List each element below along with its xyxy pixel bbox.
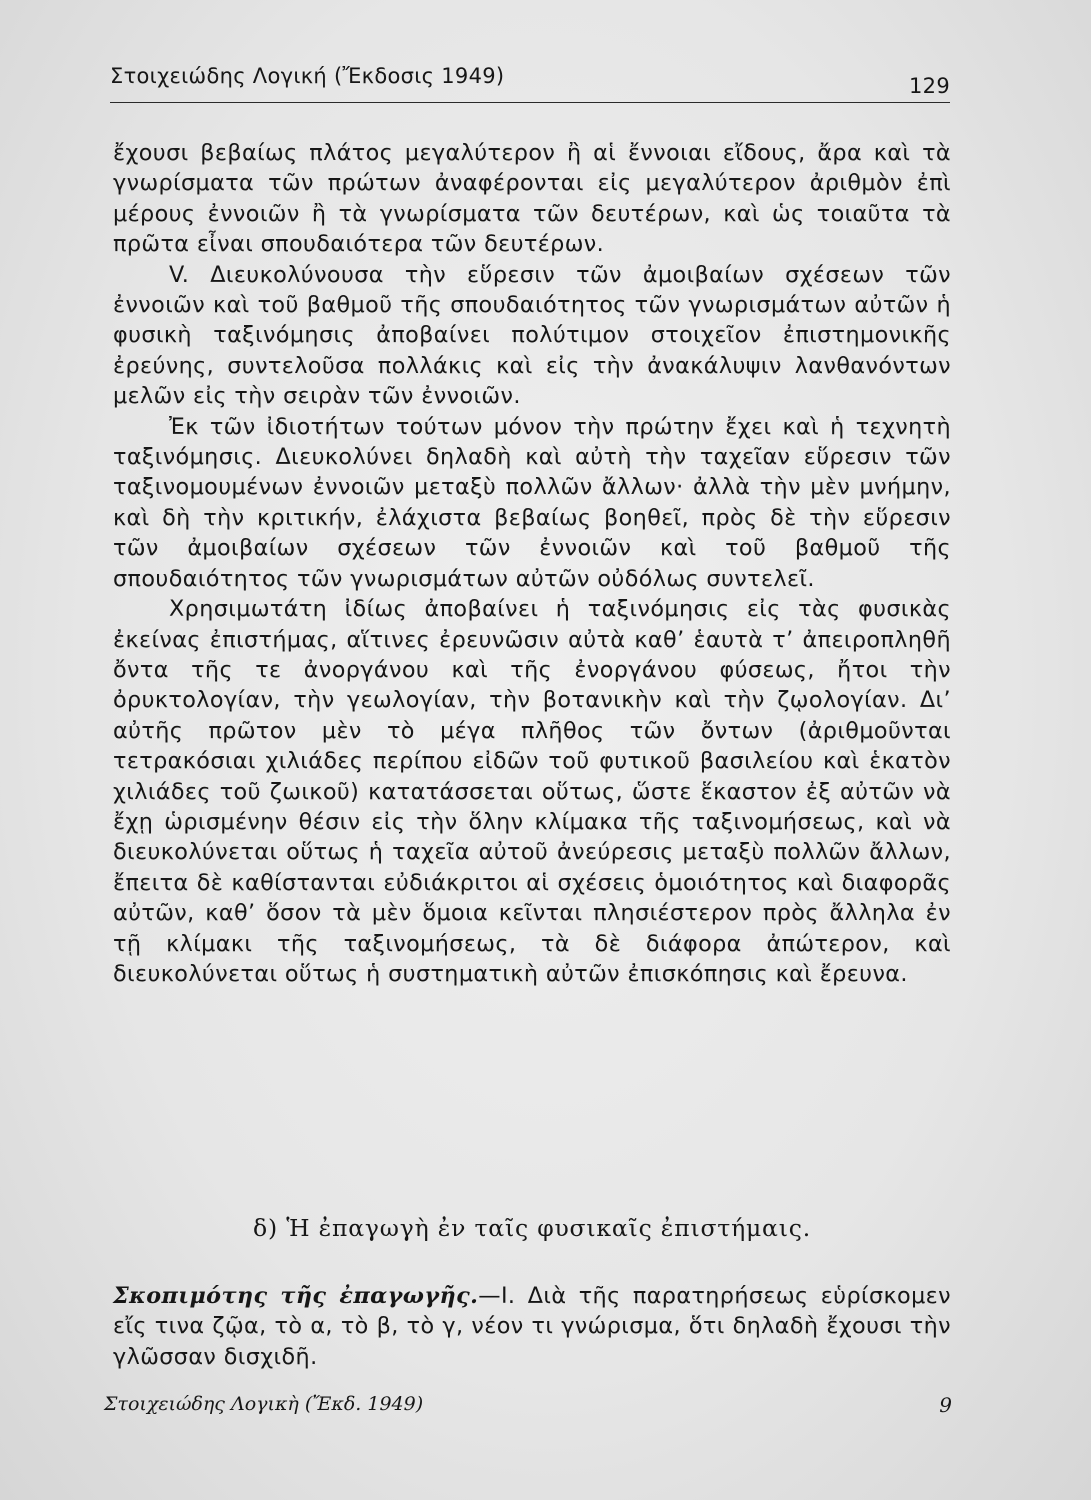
paragraph-artificial-classification: Ἐκ τῶν ἰδιοτήτων τούτων μόνον τὴν πρώτην ἔχει καὶ ἡ τεχνητὴ ταξινόμησις. Διευκολύνει δηλαδὴ καὶ αὐτὴ τὴν ταχεῖαν εὕρεσιν τῶν ταξινομουμένων ἐννοιῶν μεταξὺ πολλῶν ἄλλων· ἀλλὰ τὴν μὲν μνήμην, καὶ δὴ τὴν κριτικήν, ἐλάχιστα βεβαίως βοηθεῖ, πρὸς δὲ τὴν εὕρεσιν τῶν ἀμοιβαίων σχέσεων τῶν ἐννοιῶν καὶ τοῦ βαθμοῦ τῆς σπουδαιότητος τῶν γνωρισμάτων αὐτῶν οὐδόλως συντελεῖ. [113, 413, 951, 592]
signature-mark: 9 [939, 1393, 952, 1417]
paragraph-point-five: V. Διευκολύνουσα τὴν εὕρεσιν τῶν ἀμοιβαίων σχέσεων τῶν ἐννοιῶν καὶ τοῦ βαθμοῦ τῆς σπουδαιότητος τῶν γνωρισμάτων αὐτῶν ἡ φυσικὴ ταξινόμησις ἀποβαίνει πολύτιμον στοιχεῖον ἐπιστημονικῆς ἐρεύνης, συντελοῦσα πολλάκις καὶ εἰς τὴν ἀνακάλυψιν λανθανόντων μελῶν εἰς τὴν σειρὰν τῶν ἐννοιῶν. [113, 261, 951, 410]
running-head [110, 62, 950, 103]
paragraph-continuation: ἔχουσι βεβαίως πλάτος μεγαλύτερον ἢ αἱ ἔννοιαι εἴδους, ἄρα καὶ τὰ γνωρίσματα τῶν πρώτων ἀναφέρονται εἰς μεγαλύτερον ἀριθμὸν ἐπὶ μέρους ἐννοιῶν ἢ τὰ γνωρίσματα τῶν δευτέρων, καὶ ὡς τοιαῦτα τὰ πρῶτα εἶναι σπουδαιότερα τῶν δευτέρων. [113, 140, 951, 258]
paragraph-natural-sciences: Χρησιμωτάτη ἰδίως ἀποβαίνει ἡ ταξινόμησις εἰς τὰς φυσικὰς ἐκείνας ἐπιστήμας, αἵτινες ἐρευνῶσιν αὐτὰ καθ’ ἑαυτὰ τ’ ἀπειροπληθῆ ὄντα τῆς τε ἀνοργάνου καὶ τῆς ἐνοργάνου φύσεως, ἤτοι τὴν ὀρυκτολογίαν, τὴν γεωλογίαν, τὴν βοτανικὴν καὶ τὴν ζῳολογίαν. Δι’ αὐτῆς πρῶτον μὲν τὸ μέγα πλῆθος τῶν ὄντων (ἀριθμοῦνται τετρακόσιαι χιλιάδες περίπου εἰδῶν τοῦ φυτικοῦ βασιλείου καὶ ἑκατὸν χιλιάδες τοῦ ζωικοῦ) κατατάσσεται οὕτως, ὥστε ἕκαστον ἐξ αὐτῶν νὰ ἔχῃ ὡρισμένην θέσιν εἰς τὴν ὅλην κλίμακα τῆς ταξινομήσεως, καὶ νὰ διευκολύνεται οὕτως ἡ ταχεῖα αὐτοῦ ἀνεύρεσις μεταξὺ πολλῶν ἄλλων, ἔπειτα δὲ καθίστανται εὐδιάκριτοι αἱ σχέσεις ὁμοιότητος καὶ διαφορᾶς αὐτῶν, καθ’ ὅσον τὰ μὲν ὅμοια κεῖνται πλησιέστερον πρὸς ἄλληλα ἐν τῇ κλίμακι τῆς ταξινομήσεως, τὰ δὲ διάφορα ἀπώτερον, καὶ διευκολύνεται οὕτως ἡ συστηματικὴ αὐτῶν ἐπισκόπησις καὶ ἔρευνα. [113, 596, 951, 987]
paragraph-purpose-of-induction [113, 1281, 951, 1372]
run-in-heading: Σκοπιμότης τῆς ἐπαγωγῆς. [113, 1283, 479, 1309]
page-number: 129 [909, 74, 950, 98]
footer-title: Στοιχειώδης Λογικὴ (Ἔκδ. 1949) [104, 1393, 424, 1415]
paragraph-text: —Ι. Διὰ τῆς παρατηρήσεως εὑρίσκομεν εἴς τινα ζῷα, τὸ α, τὸ β, τὸ γ, νέον τι γνώρισμα, ὅτι δηλαδὴ ἔχουσι τὴν γλῶσσαν δισχιδῆ. [113, 1283, 951, 1370]
body-text [113, 138, 951, 989]
page-footer [104, 1393, 954, 1423]
running-head-title: Στοιχειώδης Λογική (Ἔκδοσις 1949) [110, 64, 505, 88]
section-heading: δ) Ἡ ἐπαγωγὴ ἐν ταῖς φυσικαῖς ἐπιστήμαις. [253, 1214, 811, 1242]
